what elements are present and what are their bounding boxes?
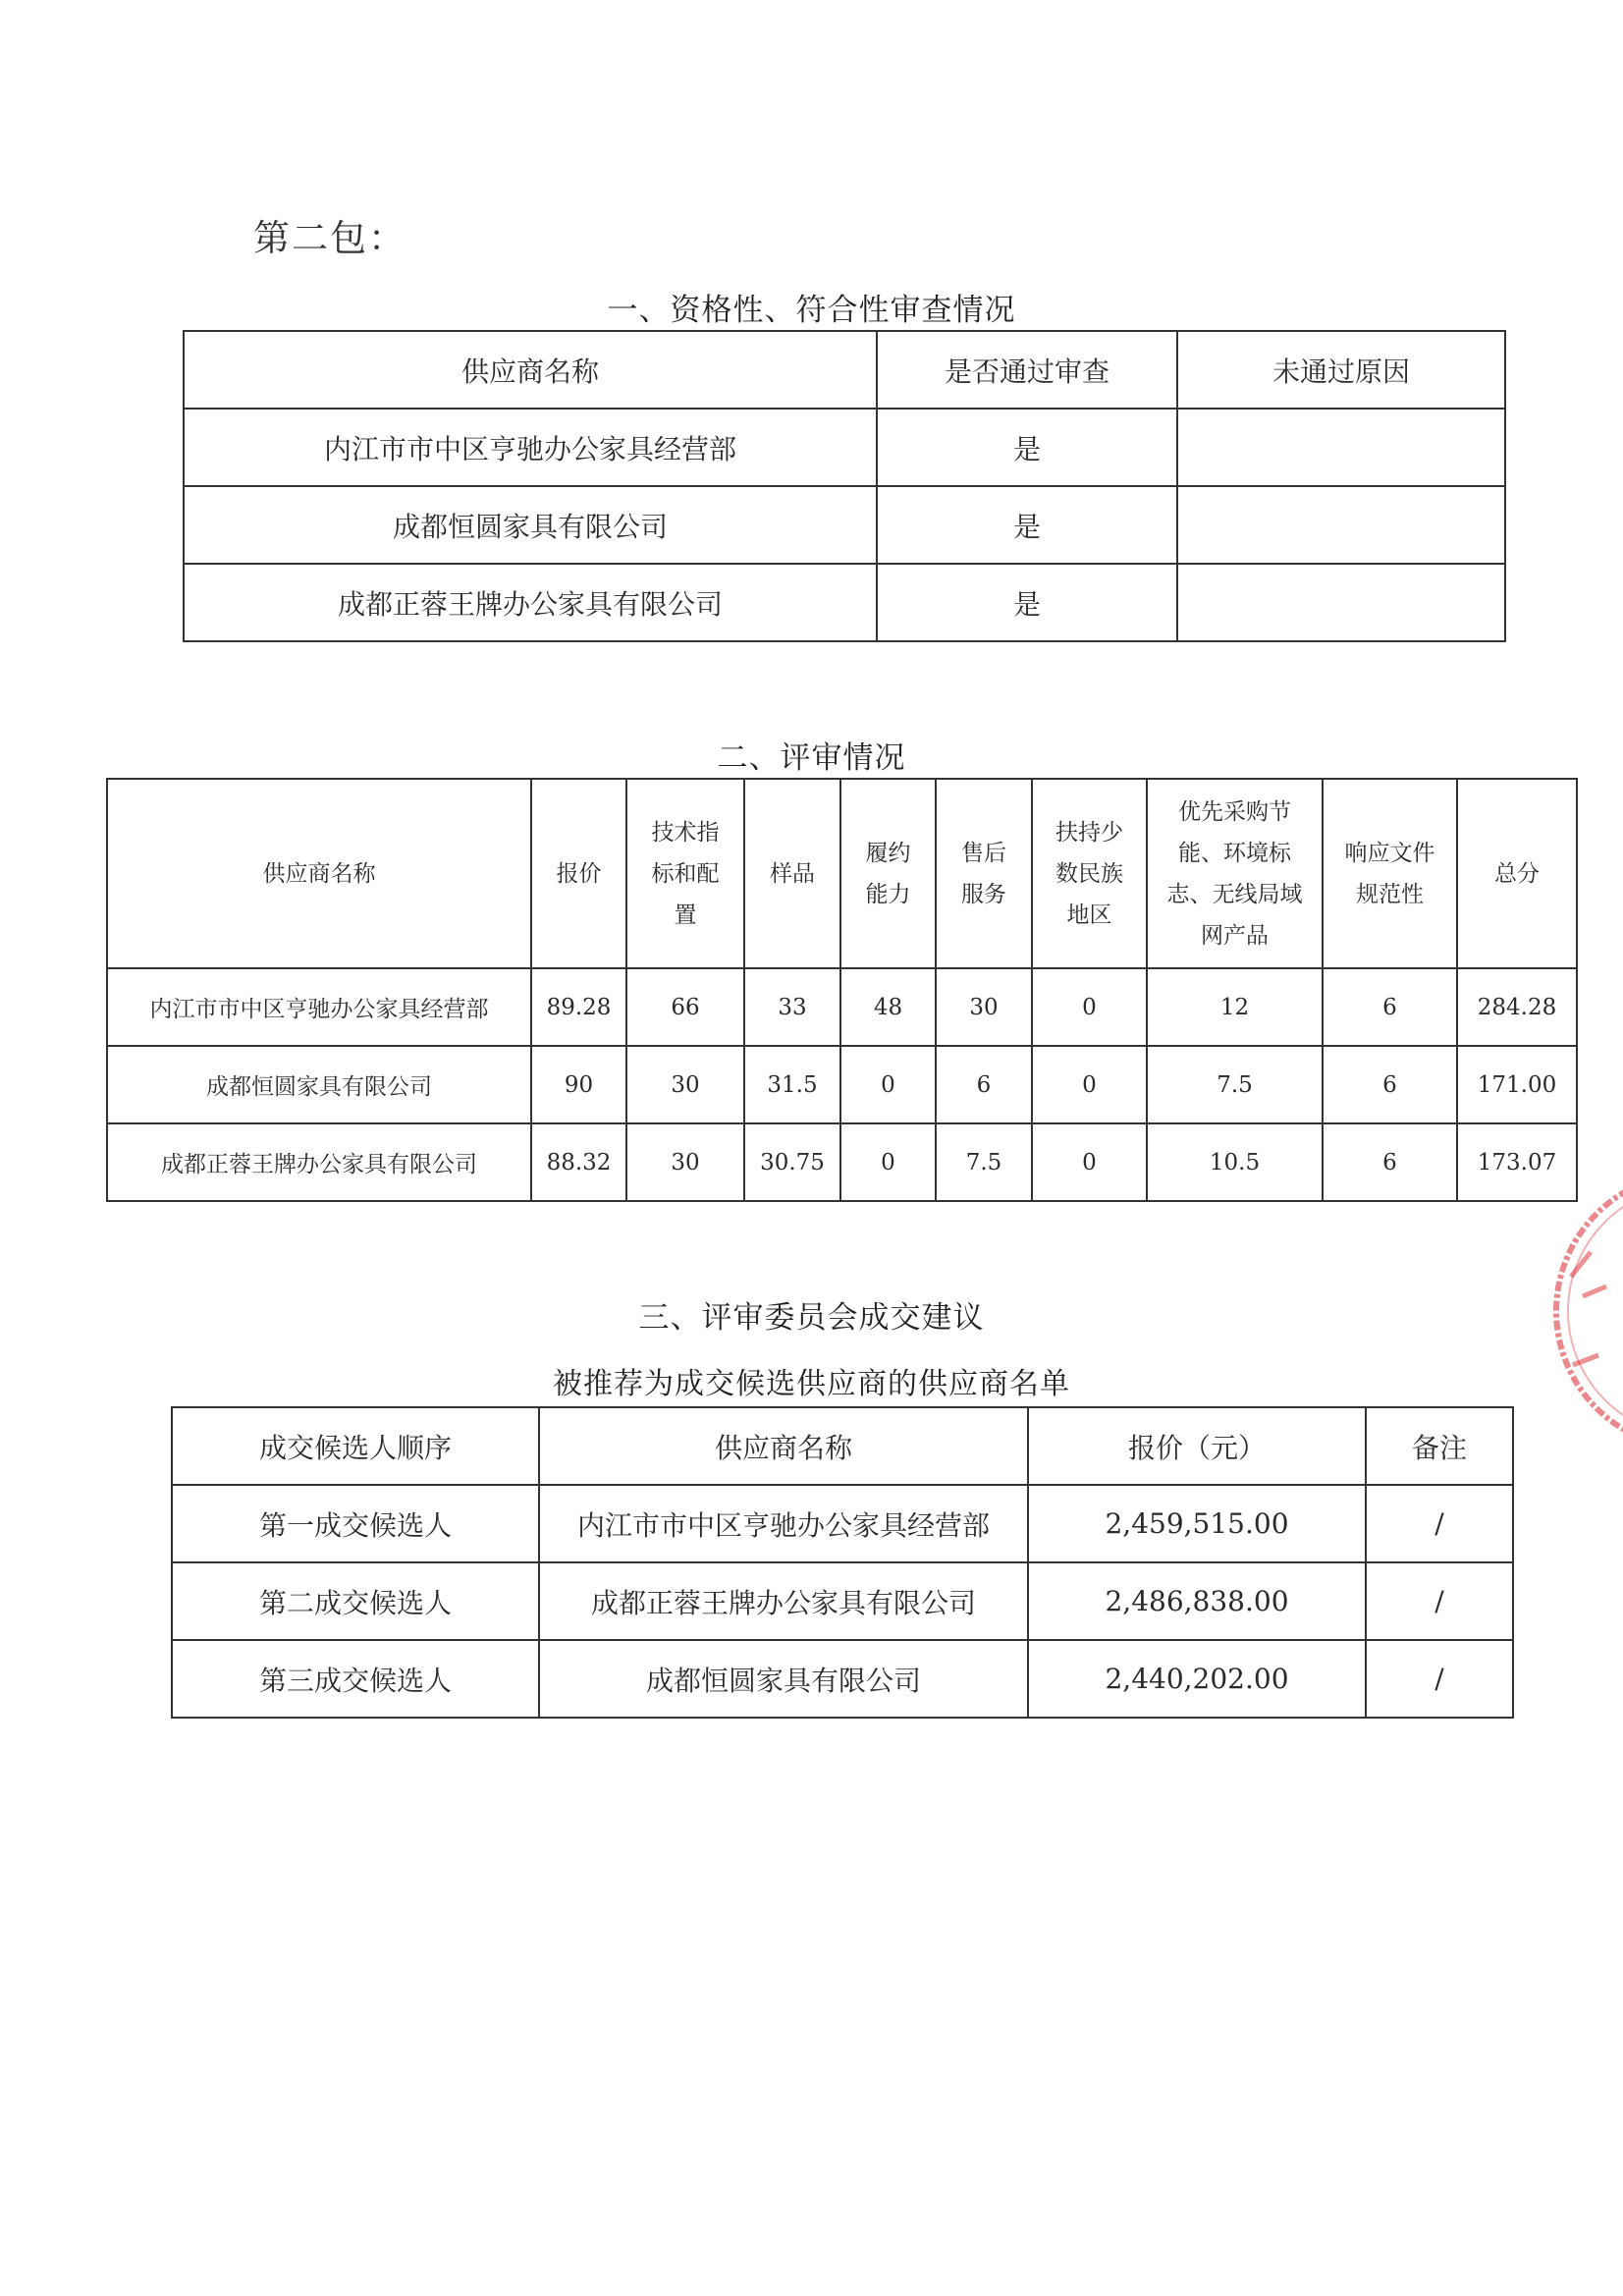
package-label: 第二包： <box>253 217 406 259</box>
header-minority <box>1032 779 1147 968</box>
header-tech-line: 置 <box>674 902 697 928</box>
header-response-line: 规范性 <box>1356 881 1424 907</box>
price-cell: 2,486,838.00 <box>1028 1562 1366 1640</box>
header-candidate-order: 成交候选人顺序 <box>172 1407 539 1485</box>
price-cell: 89.28 <box>531 968 626 1046</box>
table-row <box>107 1046 1577 1123</box>
table-row <box>184 564 1505 641</box>
recommendation-table <box>171 1406 1514 1719</box>
header-price: 报价 <box>531 779 626 968</box>
header-after-sales-line: 售后 <box>961 840 1006 866</box>
header-price: 报价（元） <box>1028 1407 1366 1485</box>
tech-cell: 30 <box>626 1046 744 1123</box>
after-sales-cell: 6 <box>936 1046 1032 1123</box>
evaluation-table <box>106 778 1578 1202</box>
candidate-order-cell: 第三成交候选人 <box>172 1640 539 1718</box>
header-minority-line: 扶持少 <box>1055 819 1123 846</box>
passed-cell: 是 <box>877 564 1177 641</box>
tech-cell: 66 <box>626 968 744 1046</box>
table-row <box>172 1562 1513 1640</box>
note-cell: / <box>1366 1562 1513 1640</box>
reason-cell <box>1177 564 1505 641</box>
sample-cell: 33 <box>744 968 840 1046</box>
reason-cell <box>1177 486 1505 564</box>
total-cell: 173.07 <box>1457 1123 1577 1201</box>
table-header-row <box>184 331 1505 409</box>
header-response-line: 响应文件 <box>1344 840 1435 866</box>
header-tech-line: 技术指 <box>651 819 720 846</box>
price-cell: 88.32 <box>531 1123 626 1201</box>
supplier-name-cell: 内江市市中区亨驰办公家具经营部 <box>539 1485 1028 1562</box>
candidate-order-cell: 第一成交候选人 <box>172 1485 539 1562</box>
passed-cell: 是 <box>877 409 1177 486</box>
header-perform-line: 履约 <box>865 840 911 866</box>
header-supplier-name: 供应商名称 <box>107 779 531 968</box>
header-tech <box>626 779 744 968</box>
passed-cell: 是 <box>877 486 1177 564</box>
header-after-sales <box>936 779 1032 968</box>
header-sample: 样品 <box>744 779 840 968</box>
section1-title: 一、资格性、符合性审查情况 <box>607 293 1016 328</box>
table-row <box>107 968 1577 1046</box>
sample-cell: 31.5 <box>744 1046 840 1123</box>
priority-cell: 10.5 <box>1147 1123 1323 1201</box>
header-response <box>1323 779 1457 968</box>
price-cell: 2,459,515.00 <box>1028 1485 1366 1562</box>
table-row <box>107 1123 1577 1201</box>
minority-cell: 0 <box>1032 1046 1147 1123</box>
header-reason: 未通过原因 <box>1177 331 1505 409</box>
minority-cell: 0 <box>1032 1123 1147 1201</box>
sample-cell: 30.75 <box>744 1123 840 1201</box>
section3-subtitle: 被推荐为成交候选供应商的供应商名单 <box>553 1367 1070 1401</box>
after-sales-cell: 7.5 <box>936 1123 1032 1201</box>
header-note: 备注 <box>1366 1407 1513 1485</box>
table-row <box>172 1485 1513 1562</box>
header-priority <box>1147 779 1323 968</box>
section2-title: 二、评审情况 <box>717 740 906 776</box>
supplier-name-cell: 内江市市中区亨驰办公家具经营部 <box>107 968 531 1046</box>
response-cell: 6 <box>1323 1123 1457 1201</box>
after-sales-cell: 30 <box>936 968 1032 1046</box>
header-priority-line: 志、无线局域 <box>1166 881 1303 907</box>
header-supplier-name: 供应商名称 <box>539 1407 1028 1485</box>
section3-title: 三、评审委员会成交建议 <box>638 1300 985 1336</box>
total-cell: 171.00 <box>1457 1046 1577 1123</box>
header-supplier-name: 供应商名称 <box>184 331 877 409</box>
price-cell: 90 <box>531 1046 626 1123</box>
qualification-table <box>183 330 1506 642</box>
perform-cell: 0 <box>840 1046 936 1123</box>
price-cell: 2,440,202.00 <box>1028 1640 1366 1718</box>
supplier-name-cell: 成都正蓉王牌办公家具有限公司 <box>107 1123 531 1201</box>
header-passed: 是否通过审查 <box>877 331 1177 409</box>
response-cell: 6 <box>1323 1046 1457 1123</box>
reason-cell <box>1177 409 1505 486</box>
header-priority-line: 能、环境标 <box>1178 840 1291 866</box>
header-perform-line: 能力 <box>865 881 911 907</box>
table-header-row <box>107 779 1577 968</box>
header-minority-line: 数民族 <box>1055 860 1123 887</box>
perform-cell: 0 <box>840 1123 936 1201</box>
header-tech-line: 标和配 <box>651 860 720 887</box>
perform-cell: 48 <box>840 968 936 1046</box>
note-cell: / <box>1366 1485 1513 1562</box>
response-cell: 6 <box>1323 968 1457 1046</box>
candidate-order-cell: 第二成交候选人 <box>172 1562 539 1640</box>
header-priority-line: 网产品 <box>1201 922 1269 949</box>
supplier-name-cell: 成都恒圆家具有限公司 <box>107 1046 531 1123</box>
header-priority-line: 优先采购节 <box>1178 798 1291 825</box>
header-total: 总分 <box>1457 779 1577 968</box>
supplier-name-cell: 内江市市中区亨驰办公家具经营部 <box>184 409 877 486</box>
total-cell: 284.28 <box>1457 968 1577 1046</box>
supplier-name-cell: 成都恒圆家具有限公司 <box>184 486 877 564</box>
tech-cell: 30 <box>626 1123 744 1201</box>
minority-cell: 0 <box>1032 968 1147 1046</box>
table-row <box>172 1640 1513 1718</box>
table-header-row <box>172 1407 1513 1485</box>
header-perform <box>840 779 936 968</box>
table-row <box>184 409 1505 486</box>
supplier-name-cell: 成都正蓉王牌办公家具有限公司 <box>539 1562 1028 1640</box>
table-row <box>184 486 1505 564</box>
priority-cell: 12 <box>1147 968 1323 1046</box>
note-cell: / <box>1366 1640 1513 1718</box>
header-after-sales-line: 服务 <box>961 881 1006 907</box>
supplier-name-cell: 成都恒圆家具有限公司 <box>539 1640 1028 1718</box>
priority-cell: 7.5 <box>1147 1046 1323 1123</box>
header-minority-line: 地区 <box>1066 902 1112 928</box>
supplier-name-cell: 成都正蓉王牌办公家具有限公司 <box>184 564 877 641</box>
